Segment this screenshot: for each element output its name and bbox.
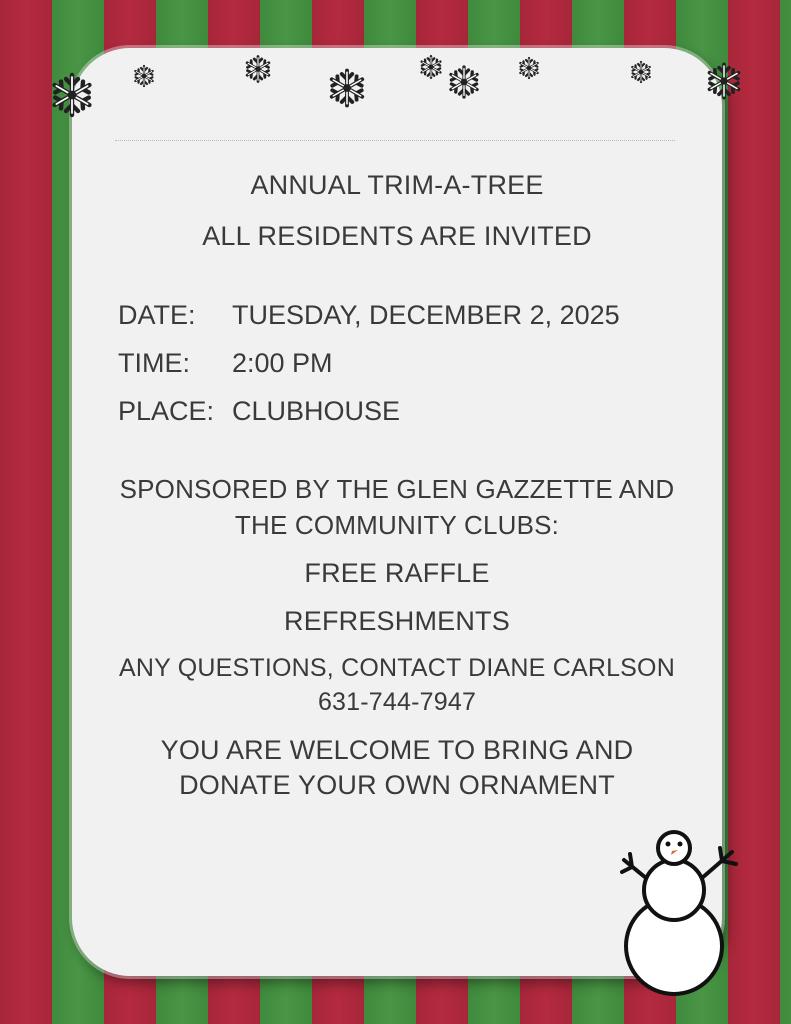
- bring-line-1: YOU ARE WELCOME TO BRING AND: [160, 735, 634, 765]
- sponsor-line-2: THE COMMUNITY CLUBS:: [234, 510, 560, 540]
- place-row: [118, 396, 400, 427]
- time-value: 2:00 PM: [232, 348, 333, 378]
- snowflake-icon: [517, 56, 541, 80]
- place-value: CLUBHOUSE: [232, 396, 401, 426]
- phone-number: 631-744-7947: [317, 688, 477, 716]
- date-value: TUESDAY, DECEMBER 2, 2025: [232, 300, 620, 330]
- snowflake-icon: [48, 66, 96, 124]
- snowman-icon: [612, 828, 742, 1000]
- time-row: [118, 348, 333, 379]
- date-label: DATE:: [118, 300, 196, 330]
- sponsor-line-1: SPONSORED BY THE GLEN GAZZETTE AND: [119, 474, 675, 504]
- time-label: TIME:: [118, 348, 190, 378]
- contact-text: ANY QUESTIONS, CONTACT DIANE CARLSON: [119, 654, 675, 682]
- snowflake-icon: [704, 58, 744, 104]
- bring-line-2: DONATE YOUR OWN ORNAMENT: [179, 770, 615, 800]
- snowflake-icon: [446, 62, 482, 102]
- event-subtitle: ALL RESIDENTS ARE INVITED: [202, 221, 592, 251]
- divider: [115, 140, 675, 141]
- snowflake-icon: [418, 54, 444, 80]
- snowflake-icon: [629, 60, 653, 84]
- date-row: [118, 300, 620, 331]
- snowflake-icon: [326, 66, 368, 110]
- event-title: ANNUAL TRIM-A-TREE: [250, 170, 544, 200]
- snowflake-icon: [132, 64, 156, 88]
- raffle-text: FREE RAFFLE: [304, 558, 490, 588]
- refreshments-text: REFRESHMENTS: [284, 606, 510, 636]
- place-label: PLACE:: [118, 396, 215, 426]
- snowflake-icon: [243, 54, 273, 84]
